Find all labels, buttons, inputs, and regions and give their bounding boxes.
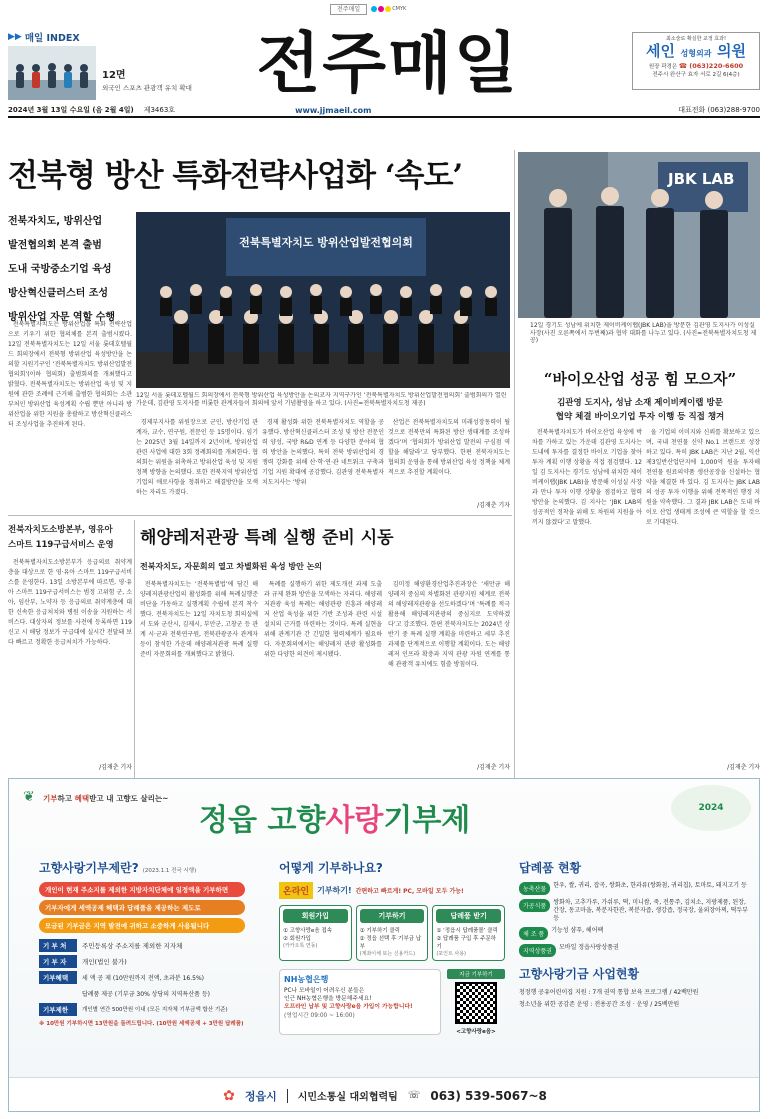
lead-body-col3: [262, 418, 384, 510]
ad-title-a: 정읍: [199, 803, 268, 838]
ad-fund-title: 고향사랑기금 사업현황: [519, 967, 640, 982]
column-divider: [134, 520, 135, 778]
city-logo-icon: ✿: [223, 1087, 235, 1104]
top-ad-director-name: 원장 곽경은: [648, 64, 678, 70]
ad-row-value: 개인별 연간 500만원 이내 (모든 지자체 기부금액 합산 기준): [82, 1007, 228, 1013]
ad-gift-value: 쌍화차, 고추가루, 가쉬루, 떡, 미니쌈, 죽, 전통주, 김치소, 지팡제품, 된장, 간장, 동고마을, 복분자한잔, 복분자즙, 생강즙, 정국장, 울외장아찌, 떡두부 등: [553, 899, 748, 923]
top-ad-phone: ☎ (063)220-6600: [678, 62, 744, 70]
dateline-date: 2024년 3월 13일 수요일 (음 2월 4일): [8, 106, 134, 114]
ad-gift-key: 가공식품: [519, 899, 550, 912]
lead-subhead: 방산혁신클러스터 조성: [8, 288, 109, 299]
top-ad-brand-c: 의원: [717, 42, 747, 60]
second-body-text: 김미정 해양환경산업추진과장은 ‘새만금 해양레저 중심의 차별화된 관광지원 체계로 전북의 해양레저관광을 선도하겠다’며 ‘특례를 적극 활용해 해양레저관광의 중심지로 도약하겠다’고 강조했다. 한편 전북자치도는 2024년 상반기 중 특례 실행 계획을 마련하고 세부 추진 과제를 단계적으로 이행할 계획이다. 도는 해양레저 인프라 확충과 지역 관광 자원 연계를 통해 관광객 유치에도 힘쓸 방침이다.: [388, 581, 510, 668]
lead-body-col2: [136, 418, 258, 510]
second-body-col1: [140, 580, 258, 770]
lead-body-text: 산업은 전북특별자치도의 미래성장동력이 될 것으로 전북만의 특화된 방산 생태계를 조성하겠다’며 ‘협의회가 방위산업 발전의 구심점 역할을 해달라’고 당부했다. 한편 전북자치도는 협의회 운영을 통해 방위산업 육성 정책을 체계적으로 추진할 계획이다.: [388, 419, 510, 476]
ad-left-item: 기부자에게 세액공제 혜택과 답례품을 제공하는 제도로: [39, 900, 245, 915]
ad-step-card: [356, 905, 429, 961]
ad-step-line: ② 답례품 구입 후 주문하기: [436, 936, 497, 950]
ad-step-line: ① 고향사랑e음 접속: [283, 928, 333, 934]
top-ad-brand-b: 성형외과: [680, 48, 712, 58]
ad-nh-line: PC나 모바일이 어려우신 분들은: [284, 988, 365, 995]
ad-row-value: 답례품 제공 (기부금 30% 상당의 지역특산품 등): [82, 991, 210, 998]
ad-mid-title: 어떻게 기부하나요?: [279, 861, 383, 875]
ad-left-item: 모금된 기부금은 지역 발전에 귀하고 소중하게 사용됩니다: [39, 918, 245, 933]
ad-row-value: 세 액 공 제 (10만원까지 전액, 초과분 16.5%): [82, 975, 204, 982]
lead-caption: 12일 서울 롯데호텔월드 회의장에서 전북형 방위산업 육성방안을 논의코자 지역구가인 ‘전북특별자치도 방위산업발전협의회’ 출범회의가 열린 가운데, 김관영 도지사를 비롯한 관계자들이 회의에 앞서 기념촬영을 하고 있다. (사진=전북특별자치도청 제공): [136, 392, 507, 407]
lead-subhead: 도내 국방중소기업 육성: [8, 264, 112, 275]
side-body-text: 전북특별자치도가 바이오산업 육성에 박차를 가하고 있는 가운데 김관영 도지사는 도내에 투자를 결정한 바이오 기업을 찾아 투자 계획 이행 상황을 직접 점검했다. 12일 김 도지사는 경기도 성남에 위치한 제이비케이랩(JBK LAB)을 방문해 이성실 사장과 만나 투자 이행 상황을 점검하고 협력 방안을 논의했다. 김 지사는 ‘JBK LAB의 성공적인 정착을 위해 도 차원의 지원을 아끼지 않겠다’고 말했다.: [532, 429, 642, 526]
lead-body-col4: [388, 418, 510, 498]
top-bar: [330, 3, 440, 15]
cyan-dot-icon: [371, 6, 377, 12]
brief-headline-2: 스마트 119구급서비스 운영: [8, 540, 114, 550]
ad-online-sub: 기부하기!: [317, 886, 352, 895]
ad-nh-line: (영업시간 09:00 ~ 16:00): [284, 1012, 355, 1019]
second-body-text: 특례를 실행하기 위한 제도개선 과제 도출과 규제 완화 방안을 모색하는 자리다. 해양레저관광 육성 특례는 해양관광 진흥과 해양레저 산업 육성을 위한 기반 조성과 관련 시설 설치의 근거를 마련하는 것이다. 특례 실현을 위해 관계기관 간 긴밀한 협력체계가 필요하다. 자문회의에서는 해양레저 관광 활성화를 위한 다양한 의견이 제시됐다.: [264, 581, 382, 658]
brief-body-text: 전북특별자치도소방본부가 응급의료 취약계층을 대상으로 한 영·유아 스마트 119구급서비스를 운영한다. 13일 소방본부에 따르면, 영·유아 스마트 119구급서비스는 범정 고위험 군, 소아, 임산부, 노약자 등 응급의료 취약계층에 대한 신속한 응급처치와 병원 이송을 지원하는 서비스다. 대상자의 정보를 사전에 등록하면 119 신고 시 해당 정보가 구급대에 실시간 전달돼 보다 빠르고 정확한 응급처치가 가능하다.: [8, 559, 132, 646]
qr-code-icon: [455, 982, 497, 1024]
lead-subhead: 전북자치도, 방위산업: [8, 216, 103, 227]
ad-title-c: 사랑: [325, 803, 384, 838]
ad-mid-panel: [279, 859, 505, 1035]
ad-gift-value: 한우, 쌀, 귀리, 잡곡, 쌍화초, 한과류(쌍화첨, 귀리칩), 토마토, 돼지고기 등: [553, 882, 747, 889]
ad-step-title: 회원가입: [283, 909, 348, 923]
ad-nh-line: 오프라인 납부 및 고향사랑e음 가입이 가능합니다!: [284, 1004, 413, 1011]
ad-row-key: [39, 987, 77, 1000]
dateline-phone: 대표전화 (063)288-9700: [678, 106, 760, 114]
side-headline: “바이오산업 성공 힘 모으자”: [543, 370, 737, 388]
side-photo-sign: JBK LAB: [668, 170, 735, 188]
footer-divider: [287, 1089, 288, 1103]
top-ad-tagline: 최소술로 확실한 교정 효과!: [666, 36, 726, 42]
ad-stamp: [671, 785, 751, 831]
ad-step-line: ① 기부하기 클릭: [359, 928, 400, 934]
phone-icon: ☏: [407, 1090, 421, 1101]
lead-body-text: 경제 활성화 위한 전북특별자치도 역할을 공유했다. 방산혁신클러스터 조성 및 방산 전문인력 양성, 국방 R&D 연계 등 다양한 분야의 협력 방안을 논의했다. 특히 전북 방위산업의 경쟁력 강화를 위해 산·학·연·관 네트워크 구축과 기업 지원 확대에 공감했다. 김관영 전북특별자치도지사는 ‘방위: [262, 419, 384, 486]
brief-byline: /김재춘 기자: [99, 764, 132, 771]
ad-footer: [9, 1077, 760, 1112]
ad-title-d: 기부제: [383, 803, 471, 838]
second-body-col3: [388, 580, 510, 758]
ad-title: [199, 795, 470, 839]
double-arrow-icon: ▶▶: [8, 32, 22, 42]
ad-step-line: (포인트 사용): [436, 951, 466, 957]
ad-left-rows: [39, 939, 245, 1016]
ad-tagline: [43, 793, 168, 804]
ad-nh-box: [279, 969, 441, 1035]
ad-gift-value: 모바일 정읍사랑상품권: [558, 944, 619, 952]
index-caption: 외국인 스포츠 관광객 유치 확대: [102, 84, 192, 92]
ad-stamp-text: 2024: [698, 803, 724, 813]
dateline-issue: 제3463호: [143, 106, 176, 114]
lead-body-text: 경제부지사를 위원장으로 군인, 방산기업 관계자, 교수, 연구원, 전문인 등 15명이다. 임기는 2025년 3월 14일까지 2년이며, 방위산업 관련 사업에 대한 3회 정례회의를 개최한다. 협의회는 위원을 위촉하고 방위산업 육성 및 지원정책 방향을 논의했다. 또한 전북지역 방위산업 기업의 애로사항을 청취하고 해결방안을 모색하는 자리도 가졌다.: [136, 419, 258, 496]
section-divider: [8, 515, 512, 516]
ad-tag-post: 받고 내 고향도 살리는~: [89, 794, 169, 803]
index-title: 매일 INDEX: [24, 33, 80, 44]
dateline-url[interactable]: www.jjmaeil.com: [295, 105, 372, 115]
ad-step-title: 답례품 받기: [436, 909, 501, 923]
cmyk-label: CMYK: [392, 6, 407, 12]
lead-byline: /김재춘 기자: [477, 502, 510, 509]
side-byline: /김재춘 기자: [727, 764, 760, 771]
second-body-col2: [264, 580, 382, 770]
top-ad-director: [637, 62, 755, 70]
second-body-text: 전북특별자치도는 ‘전북특별법’에 담긴 해양레저관광산업의 활성화를 위해 특례실행준비단을 가동하고 실행계획 수립에 본격 착수했다. 전북자치도는 12일 자치도청 회의실에서 도와 군산시, 김제시, 부안군, 고창군 등 관계 시·군과 전북연구원, 전북관광공사 관계자 등이 참석한 가운데 해양레저관광 특례 실행 준비 자문회의를 개최했다고 밝혔다.: [140, 581, 258, 658]
ad-left-item: 개인이 현재 주소지를 제외한 지방자치단체에 일정액을 기부하면: [39, 882, 245, 897]
ad-left-panel: [39, 859, 245, 1027]
second-subhead: 전북자치도, 자문회의 열고 차별화된 육성 방안 논의: [140, 562, 323, 571]
second-byline: /김재춘 기자: [477, 764, 510, 771]
ad-step-card: [279, 905, 352, 961]
ad-step-line: (계좌이체 또는 신용카드): [359, 951, 416, 957]
ad-gift-key: 농축산물: [519, 882, 550, 895]
ad-right-panel: [519, 859, 751, 1008]
ad-gift-key: 지역상품권: [519, 944, 556, 957]
ad-row-key: 기 부 처: [39, 939, 77, 952]
brief-headline: 전북자치도소방본부, 영유아: [8, 525, 113, 535]
lead-body-text: 전북특별자치도는 방위산업을 특화 전략산업으로 키우기 위한 협의체를 본격 출범시켰다. 12일 전북특별자치도는 12일 서울 롯데호텔월드 회의장에서 전북형 방위산업 육성방안을 논의할 지원기구인 ‘전북특별자치도 방위산업발전협의회’(이하 협의회) 출범회의를 개최했다고 밝혔다. 전북특별자치도는 방위산업 육성 및 지원에 관한 조례에 근거해 출범한 협의회는 소관부처인 방위산업 육성계획 수립 뿐만 아니라 방위산업을 위한 지원을 총괄하고 방산혁신클러스터 조성사업을 추진하게 된다.: [8, 321, 132, 428]
yellow-dot-icon: [385, 6, 391, 12]
side-body-text: 올 기업의 이미지와 신뢰를 확보하고 있으며, 국내 천연물 신약 No.1 브랜드로 성장하고 있다. 특히 JBK LAB은 지난 2월, 익산 제3일반산업단지에 1,000억 원을 투자해 천연물 원료의약품 생산공장을 신설하는 협약을 체결한 바 있다. 김 도지사는 JBK LAB의 성공 투자 이행을 위해 전폭적인 행정 지원을 약속했다. 그 결과 JBK LAB은 도내 바이오 산업 생태계 조성에 큰 역할을 할 것으로 기대된다.: [646, 429, 760, 526]
magenta-dot-icon: [378, 6, 384, 12]
ad-gift-key: 체 조 품: [519, 927, 548, 940]
ad-step-line: (카카오톡 연동): [283, 943, 318, 949]
brief-body: [8, 558, 132, 758]
ad-right-title: 답례품 현황: [519, 861, 582, 875]
top-ad-brand: [637, 42, 755, 62]
lead-subheads: [8, 210, 132, 330]
ad-nh-title: NH농협은행: [284, 975, 329, 984]
second-headline: 해양레저관광 특례 실행 준비 시동: [140, 528, 394, 548]
ad-left-footnote: ※ 10만원 기부하시면 13만원을 돌려드립니다. (10만원 세액공제 + 3만원 답례품): [39, 1021, 244, 1027]
index-box: [8, 30, 248, 100]
ad-banner[interactable]: [8, 778, 760, 1112]
lead-photo-banner: 전북특별자치도 방위산업발전협의회: [239, 236, 413, 249]
lead-subhead: 방위산업 자문 역할 수행: [8, 312, 116, 323]
ad-qr-title: 지금 기부하기: [447, 969, 505, 979]
ad-footer-phone: 063) 539-5067~8: [430, 1088, 547, 1103]
ad-step-line: ② 정읍 선택 후 기부금 납부: [359, 936, 422, 950]
ad-online-label: 온라인: [279, 882, 313, 899]
ad-fund-item: 청정행 공유어린이집 지원 : 7개 권역 통합 보육 프로그램 / 42백만원: [519, 989, 699, 997]
ad-tag-mid: 하고: [57, 794, 75, 803]
ad-row-value: 주민등록상 주소지를 제외한 지자체: [82, 942, 183, 950]
side-subhead-1: 김관영 도지사, 성남 소재 제이비케이랩 방문: [557, 398, 723, 408]
ad-left-note: (2023.1.1 전국 시행): [142, 868, 197, 874]
lead-headline: 전북형 방산 특화전략사업화 ‘속도’: [8, 158, 463, 194]
ad-step-line: ① ‘정읍시 답례품몰’ 클릭: [436, 928, 498, 934]
ad-title-b: 고향: [267, 803, 326, 838]
lead-body-col1: [8, 320, 132, 510]
lead-photo: [136, 212, 510, 388]
ad-step-card: [432, 905, 505, 961]
ad-row-key: 기부제한: [39, 1003, 77, 1016]
ad-gift-value: 기능성 샴푸, 헤어팩: [551, 927, 604, 935]
top-ad-address: 전주시 완산구 효자 서로 2길 6(4층): [652, 72, 740, 78]
index-photo: [8, 46, 96, 100]
top-ad-brand-a: 세인: [645, 42, 675, 60]
ad-tag-hi: 혜택: [74, 794, 90, 803]
ad-qr-foot: <고향사랑e음>: [456, 1029, 496, 1035]
ad-footer-dept: 시민소통실 대외협력팀: [297, 1092, 398, 1103]
side-photo: [518, 152, 760, 318]
masthead-title: 전주매일: [256, 24, 520, 102]
ad-left-title: 고향사랑기부제란?: [39, 861, 139, 875]
column-divider: [514, 150, 515, 778]
ad-qr-box[interactable]: [447, 969, 505, 1035]
side-body-col2: [646, 428, 760, 758]
ad-online-desc: 간편하고 빠르게! PC, 모바일 모두 가능!: [355, 888, 464, 895]
top-ad[interactable]: [632, 32, 760, 90]
lead-subhead: 발전협의회 본격 출범: [8, 240, 102, 251]
side-subhead-2: 협약 체결 바이오기업 투자 이행 등 직접 챙겨: [555, 412, 725, 422]
ad-nh-line: 인근 NH농협은행을 방문해주세요!: [284, 996, 372, 1003]
ad-row-value: 개인(법인 불가): [82, 958, 127, 966]
side-caption: 12일 경기도 성남에 위치한 제이비케이랩(JBK LAB)을 방문한 김관영 도지사가 이성실 사장(사진 오른쪽에서 두번째)과 협약 대화를 나누고 있다. (사진=전북특별자치도청 제공): [530, 322, 757, 344]
dateline: [8, 104, 760, 118]
ad-tag-pre: 기부: [43, 794, 58, 803]
ad-step-line: ② 회원가입: [283, 936, 311, 942]
index-page: 12면: [102, 70, 126, 81]
ad-row-key: 기 부 자: [39, 955, 77, 968]
ad-footer-city: 정읍시: [244, 1089, 277, 1103]
cmyk-marks: [371, 6, 406, 12]
side-body-col1: [532, 428, 642, 770]
leaf-icon: ❦: [23, 789, 35, 805]
ad-row-key: 기부혜택: [39, 971, 77, 984]
ad-step-title: 기부하기: [360, 909, 425, 923]
ad-fund-item: 청소년을 위한 공감존 운영 : 전용공간 조성 · 운영 / 25백만원: [519, 1001, 680, 1009]
top-bar-label: 전주매일: [330, 4, 367, 15]
